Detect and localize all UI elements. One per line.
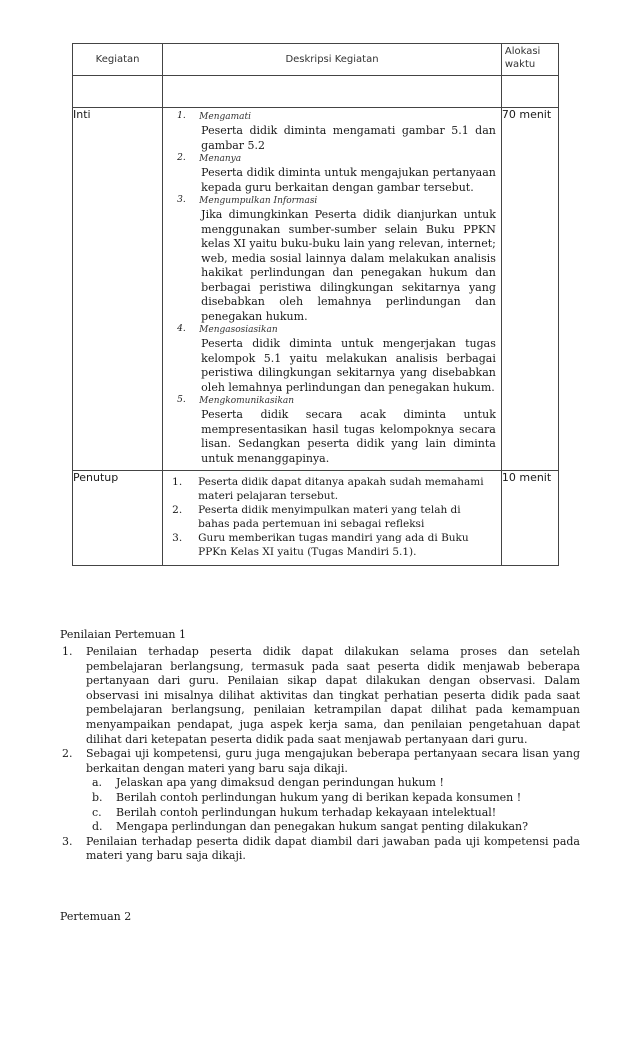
header-deskripsi: Deskripsi Kegiatan — [163, 44, 502, 76]
inti-step-description: Peserta didik secara acak diminta untuk mempresentasikan hasil tugas kelompoknya secara lisan. Sedangkan peserta didik yang lain diminta untuk menanggapinya. — [201, 408, 496, 465]
inti-step-description: Peserta didik diminta untuk mengajukan pertanyaan kepada guru berkaitan dengan gambar tersebut. — [201, 166, 496, 194]
question-text: Berilah contoh perlindungan hukum terhadap kekayaan intelektual! — [116, 805, 497, 819]
penilaian-item-number: 3. — [62, 834, 73, 848]
penutup-item-number: 1. — [172, 476, 183, 488]
table-row-penutup — [73, 471, 559, 566]
penutup-item-number: 3. — [172, 532, 183, 544]
question-text: Jelaskan apa yang dimaksud dengan perindungan hukum ! — [116, 776, 444, 790]
penutup-alokasi: 10 menit — [501, 471, 558, 566]
inti-step-title: Mengkomunikasikan — [199, 396, 295, 406]
penilaian-item-text: Penilaian terhadap peserta didik dapat diambil dari jawaban pada uji kompetensi pada materi yang baru saja dikaji. — [86, 834, 580, 863]
inti-step-number: 5. — [177, 395, 186, 405]
penutup-label: Penutup — [73, 471, 163, 566]
penilaian-item — [60, 747, 580, 835]
inti-step-title: Mengumpulkan Informasi — [199, 196, 318, 206]
penutup-item — [169, 531, 495, 559]
inti-alokasi: 70 menit — [501, 108, 558, 471]
penilaian-item — [60, 835, 580, 864]
question-item — [86, 791, 580, 806]
inti-step — [168, 153, 496, 195]
inti-step-number: 3. — [177, 195, 186, 205]
inti-step-title: Mengamati — [199, 112, 252, 122]
next-section-title: Pertemuan 2 — [60, 910, 132, 923]
penilaian-list — [60, 645, 580, 864]
penutup-item-text: Peserta didik dapat ditanya apakah sudah memahami materi pelajaran tersebut. — [198, 476, 484, 502]
penilaian-item-text: Penilaian terhadap peserta didik dapat dilakukan selama proses dan setelah pembelajaran berlangsung, termasuk pada saat peserta didik menjawab beberapa pertanyaan dari guru. Penilaian sikap dapat dilakukan dengan observasi. Dalam observasi ini misalnya dilihat aktivitas dan tingkat perhatian peserta didik pada saat pembelajaran berlangsung, penilaian ketrampilan dapat dilihat pada kemampuan menyampaikan pendapat, juga aspek kerja sama, dan penilaian pengetahuan dapat dilihat dari ketepatan peserta didik pada saat menjawab pertanyaan dari guru. — [86, 645, 580, 746]
inti-step-description: Peserta didik diminta untuk mengerjakan tugas kelompok 5.1 yaitu melakukan analisis berbagai peristiwa dilingkungan sekitarnya yang disebabkan oleh lemahnya perlindungan dan penegakan hukum. — [201, 337, 496, 394]
penilaian-item-text: Sebagai uji kompetensi, guru juga mengajukan beberapa pertanyaan secara lisan yang berkaitan dengan materi yang baru saja dikaji. — [86, 747, 580, 775]
question-text: Berilah contoh perlindungan hukum yang di berikan kepada konsumen ! — [116, 790, 522, 804]
inti-step — [168, 195, 496, 324]
question-item — [86, 820, 580, 835]
inti-step — [168, 395, 496, 466]
table-row-inti — [73, 108, 559, 471]
inti-step — [168, 111, 496, 153]
inti-step-number: 4. — [177, 324, 186, 334]
penilaian-title: Penilaian Pertemuan 1 — [60, 628, 187, 641]
penutup-item-text: Guru memberikan tugas mandiri yang ada di Buku PPKn Kelas XI yaitu (Tugas Mandiri 5.1). — [198, 532, 469, 558]
inti-step-title: Menanya — [199, 154, 242, 164]
penutup-item — [169, 503, 495, 531]
table-blank-row — [73, 76, 559, 108]
inti-step-number: 2. — [177, 153, 186, 163]
penilaian-item — [60, 645, 580, 747]
header-alokasi: Alokasi waktu — [501, 44, 558, 76]
inti-step — [168, 324, 496, 395]
table-header-row — [73, 44, 559, 76]
inti-step-description: Peserta didik diminta mengamati gambar 5.1 dan gambar 5.2 — [201, 124, 496, 152]
inti-step-number: 1. — [177, 111, 186, 121]
penutup-description-cell — [163, 471, 502, 566]
inti-description-cell — [163, 108, 502, 471]
header-kegiatan: Kegiatan — [73, 44, 163, 76]
penilaian-item-number: 1. — [62, 645, 73, 658]
question-item — [86, 806, 580, 821]
penutup-item — [169, 475, 495, 503]
question-letter: b. — [92, 790, 103, 804]
penutup-item-text: Peserta didik menyimpulkan materi yang telah di bahas pada pertemuan ini sebagai refleksi — [198, 504, 461, 530]
question-letter: c. — [92, 805, 102, 819]
question-text: Mengapa perlindungan dan penegakan hukum sangat penting dilakukan? — [116, 820, 529, 834]
question-letter: d. — [92, 820, 103, 834]
question-list — [86, 776, 580, 834]
question-item — [86, 776, 580, 791]
inti-step-description: Jika dimungkinkan Peserta didik dianjurkan untuk menggunakan sumber-sumber selain Buku PPKN kelas XI yaitu buku-buku lain yang relevan, internet; web, media sosial lainnya dalam melakukan analisis hakikat perlindungan dan penegakan hukum dan berbagai peristiwa dilingkungan sekitarnya yang disebabkan oleh lemahnya perlindungan dan penegakan hukum. — [201, 208, 496, 323]
penutup-item-number: 2. — [172, 504, 183, 516]
question-letter: a. — [92, 776, 103, 790]
penilaian-item-number: 2. — [62, 747, 73, 761]
inti-step-title: Mengasosiasikan — [199, 325, 278, 335]
activity-table — [72, 43, 559, 566]
inti-label: Inti — [73, 108, 163, 471]
